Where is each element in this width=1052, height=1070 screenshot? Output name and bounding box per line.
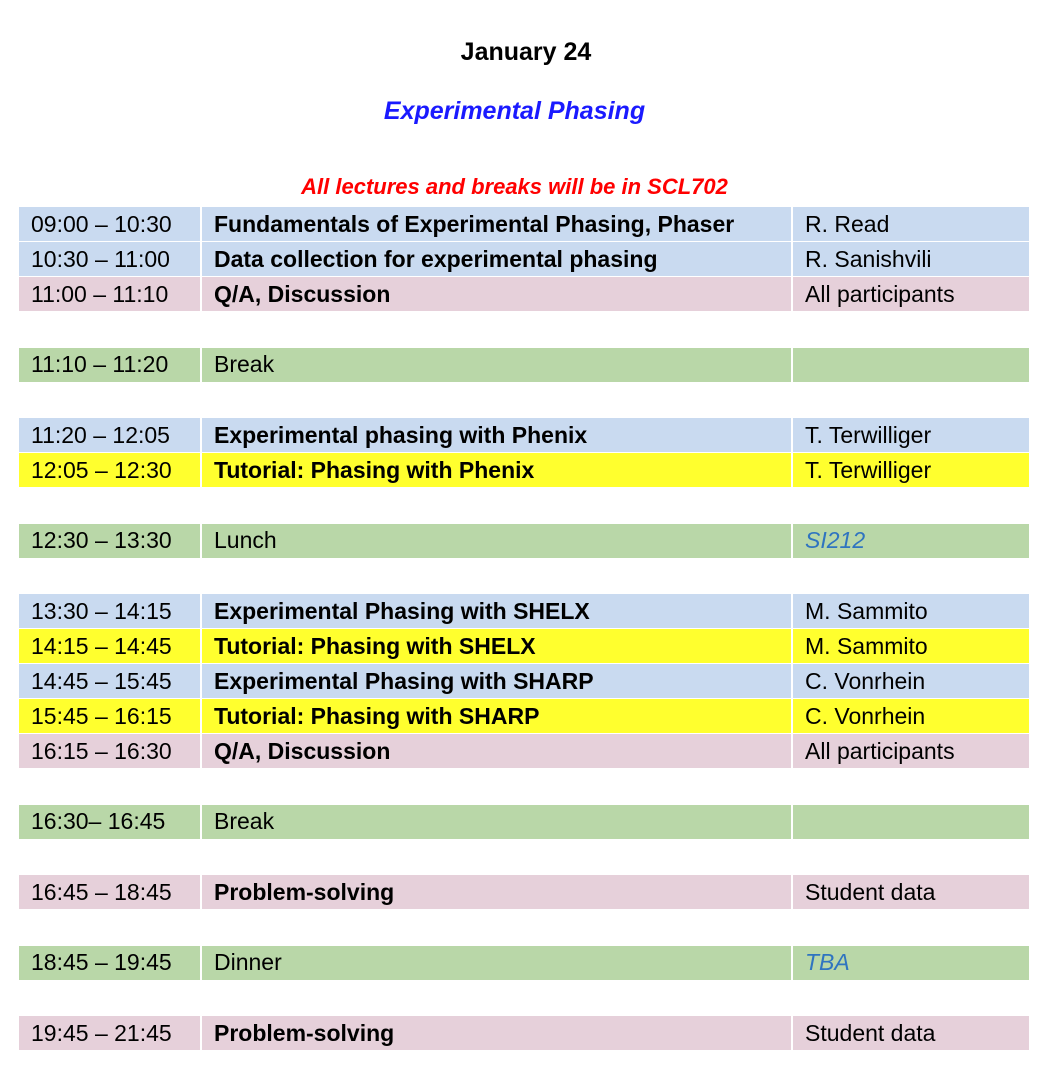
- schedule-spacer: [19, 559, 1029, 595]
- session-title: Problem-solving: [202, 875, 793, 909]
- session-title: Q/A, Discussion: [202, 277, 793, 311]
- schedule-row-break: [19, 946, 1029, 981]
- session-time: 16:30– 16:45: [19, 805, 202, 839]
- schedule-table: [19, 207, 1029, 1051]
- schedule-row-lecture: [19, 242, 1029, 277]
- session-presenter: M. Sammito: [805, 597, 928, 624]
- session-title: Fundamentals of Experimental Phasing, Phaser: [202, 207, 793, 241]
- schedule-row-lecture: [19, 664, 1029, 699]
- schedule-row-discussion: [19, 277, 1029, 312]
- session-presenter: R. Sanishvili: [805, 245, 932, 272]
- schedule-spacer: [19, 910, 1029, 946]
- session-time: 14:45 – 15:45: [19, 664, 202, 698]
- session-presenter: T. Terwilliger: [805, 456, 932, 483]
- session-title: Dinner: [202, 946, 793, 980]
- session-venue: SI212: [805, 527, 866, 553]
- schedule-row-break: [19, 805, 1029, 840]
- schedule-spacer: [19, 383, 1029, 419]
- page-date: January 24: [460, 38, 592, 66]
- session-presenter: C. Vonrhein: [805, 702, 926, 729]
- session-presenter: M. Sammito: [805, 632, 928, 659]
- schedule-spacer: [19, 769, 1029, 805]
- schedule-row-discussion: [19, 875, 1029, 910]
- schedule-spacer: [19, 312, 1029, 348]
- session-title: Tutorial: Phasing with SHELX: [202, 629, 793, 663]
- schedule-row-lecture: [19, 207, 1029, 242]
- session-presenter: C. Vonrhein: [805, 667, 926, 694]
- session-title: Tutorial: Phasing with SHARP: [202, 699, 793, 733]
- session-time: 11:20 – 12:05: [19, 418, 202, 452]
- session-time: 13:30 – 14:15: [19, 594, 202, 628]
- schedule-row-tutorial: [19, 453, 1029, 488]
- schedule-row-lecture: [19, 418, 1029, 453]
- session-time: 11:10 – 11:20: [19, 348, 202, 382]
- session-title: Experimental Phasing with SHARP: [202, 664, 793, 698]
- location-note: All lectures and breaks will be in SCL702: [301, 174, 728, 199]
- schedule-row-discussion: [19, 734, 1029, 769]
- session-time: 14:15 – 14:45: [19, 629, 202, 663]
- session-title: Problem-solving: [202, 1016, 793, 1050]
- session-presenter: All participants: [805, 737, 955, 764]
- schedule-row-lecture: [19, 594, 1029, 629]
- session-time: 16:45 – 18:45: [19, 875, 202, 909]
- session-time: 16:15 – 16:30: [19, 734, 202, 768]
- session-title: Experimental Phasing with SHELX: [202, 594, 793, 628]
- session-time: 18:45 – 19:45: [19, 946, 202, 980]
- schedule-spacer: [19, 488, 1029, 524]
- session-presenter: T. Terwilliger: [805, 421, 932, 448]
- session-venue: TBA: [805, 949, 850, 975]
- session-title: Break: [202, 805, 793, 839]
- schedule-row-tutorial: [19, 699, 1029, 734]
- session-time: 11:00 – 11:10: [19, 277, 202, 311]
- schedule-row-break: [19, 348, 1029, 383]
- session-theme: Experimental Phasing: [383, 97, 646, 125]
- session-presenter: Student data: [805, 1019, 936, 1046]
- session-title: Lunch: [202, 524, 793, 558]
- schedule-spacer: [19, 840, 1029, 876]
- schedule-row-discussion: [19, 1016, 1029, 1051]
- session-time: 10:30 – 11:00: [19, 242, 202, 276]
- schedule-row-break: [19, 524, 1029, 559]
- session-time: 15:45 – 16:15: [19, 699, 202, 733]
- session-presenter: Student data: [805, 878, 936, 905]
- session-time: 12:30 – 13:30: [19, 524, 202, 558]
- schedule-row-tutorial: [19, 629, 1029, 664]
- session-presenter: All participants: [805, 280, 955, 307]
- session-presenter: R. Read: [805, 210, 890, 237]
- session-title: Data collection for experimental phasing: [202, 242, 793, 276]
- session-time: 12:05 – 12:30: [19, 453, 202, 487]
- session-title: Tutorial: Phasing with Phenix: [202, 453, 793, 487]
- session-time: 19:45 – 21:45: [19, 1016, 202, 1050]
- session-title: Experimental phasing with Phenix: [202, 418, 793, 452]
- session-presenter: [793, 348, 1029, 382]
- schedule-spacer: [19, 981, 1029, 1017]
- session-presenter: [793, 805, 1029, 839]
- session-title: Q/A, Discussion: [202, 734, 793, 768]
- session-title: Break: [202, 348, 793, 382]
- session-time: 09:00 – 10:30: [19, 207, 202, 241]
